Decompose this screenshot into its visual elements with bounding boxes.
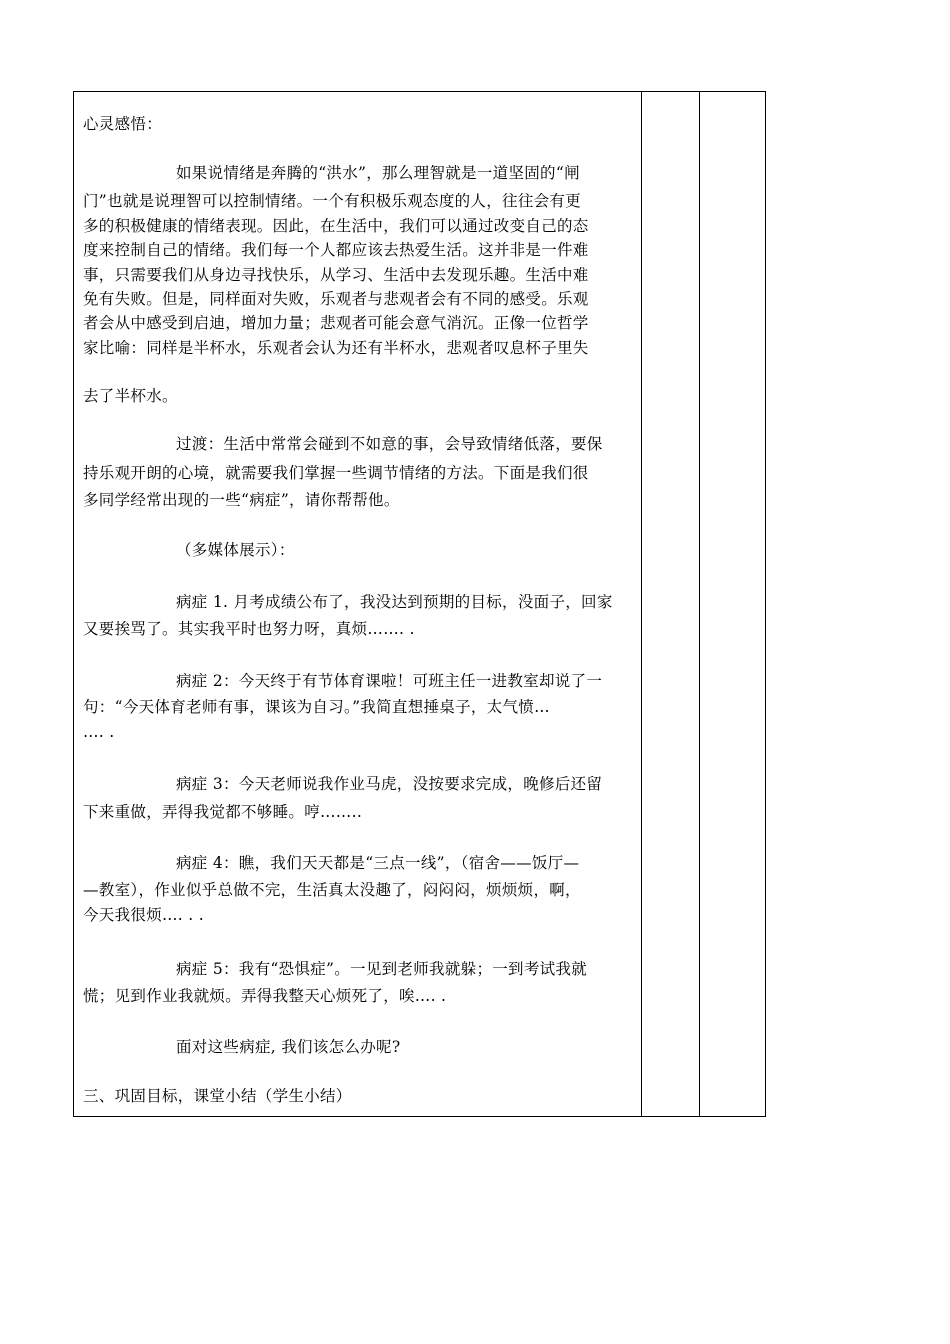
section-three-heading: 三、巩固目标，课堂小结（学生小结）	[83, 1087, 352, 1105]
symptom-4-line-2: —教室），作业似乎总做不完，生活真太没趣了，闷闷闷，烦烦烦，啊，	[83, 881, 581, 899]
reflection-heading: 心灵感悟：	[83, 115, 163, 133]
symptom-3-line-2: 下来重做，弄得我觉都不够睡。哼……..	[83, 803, 363, 821]
symptom-5-line-2: 慌；见到作业我就烦。弄得我整天心烦死了，唉…. .	[83, 987, 447, 1005]
transition-line-1: 过渡：生活中常常会碰到不如意的事，会导致情绪低落，要保	[176, 435, 603, 453]
symptom-4-line-3: 今天我很烦…. . .	[83, 906, 204, 924]
empty-column-2	[642, 92, 700, 1116]
symptom-4-line-1: 病症 4：瞧，我们天天都是“三点一线”，（宿舍——饭厅—	[176, 854, 580, 872]
symptom-2-line-1: 病症 2：今天终于有节体育课啦！可班主任一进教室却说了一	[176, 672, 603, 690]
lesson-plan-table	[73, 91, 766, 1117]
symptom-1-line-2: 又要挨骂了。其实我平时也努力呀，真烦……. .	[83, 620, 415, 638]
reflection-line-8: 家比喻：同样是半杯水，乐观者会认为还有半杯水，悲观者叹息杯子里失	[83, 339, 589, 357]
reflection-line-2: 门”也就是说理智可以控制情绪。一个有积极乐观态度的人，往往会有更	[83, 192, 582, 210]
symptom-1-line-1: 病症 1. 月考成绩公布了，我没达到预期的目标，没面子，回家	[176, 593, 613, 611]
transition-line-3: 多同学经常出现的一些“病症”，请你帮帮他。	[83, 491, 400, 509]
reflection-line-9: 去了半杯水。	[83, 387, 178, 405]
reflection-line-6: 免有失败。但是，同样面对失败，乐观者与悲观者会有不同的感受。乐观	[83, 290, 589, 308]
reflection-line-3: 多的积极健康的情绪表现。因此，在生活中，我们可以通过改变自己的态	[83, 217, 589, 235]
multimedia-note: （多媒体展示）：	[176, 541, 295, 559]
empty-column-3	[700, 92, 765, 1116]
symptom-2-line-3: …. .	[83, 723, 115, 741]
symptom-3-line-1: 病症 3：今天老师说我作业马虎，没按要求完成，晚修后还留	[176, 775, 603, 793]
symptom-2-line-2: 句：“今天体育老师有事，课该为自习。”我简直想捶桌子，太气愤…	[83, 698, 550, 716]
symptom-5-line-1: 病症 5：我有“恐惧症”。一见到老师我就躲；一到考试我就	[176, 960, 588, 978]
reflection-line-5: 事，只需要我们从身边寻找快乐，从学习、生活中去发现乐趣。生活中难	[83, 266, 589, 284]
reflection-line-1: 如果说情绪是奔腾的“洪水”，那么理智就是一道坚固的“闸	[176, 164, 580, 182]
transition-line-2: 持乐观开朗的心境，就需要我们掌握一些调节情绪的方法。下面是我们很	[83, 464, 589, 482]
reflection-line-4: 度来控制自己的情绪。我们每一个人都应该去热爱生活。这并非是一件难	[83, 241, 589, 259]
reflection-line-7: 者会从中感受到启迪，增加力量；悲观者可能会意气消沉。正像一位哲学	[83, 314, 589, 332]
main-content-cell	[74, 92, 642, 1116]
question-line: 面对这些病症, 我们该怎么办呢?	[176, 1038, 401, 1056]
